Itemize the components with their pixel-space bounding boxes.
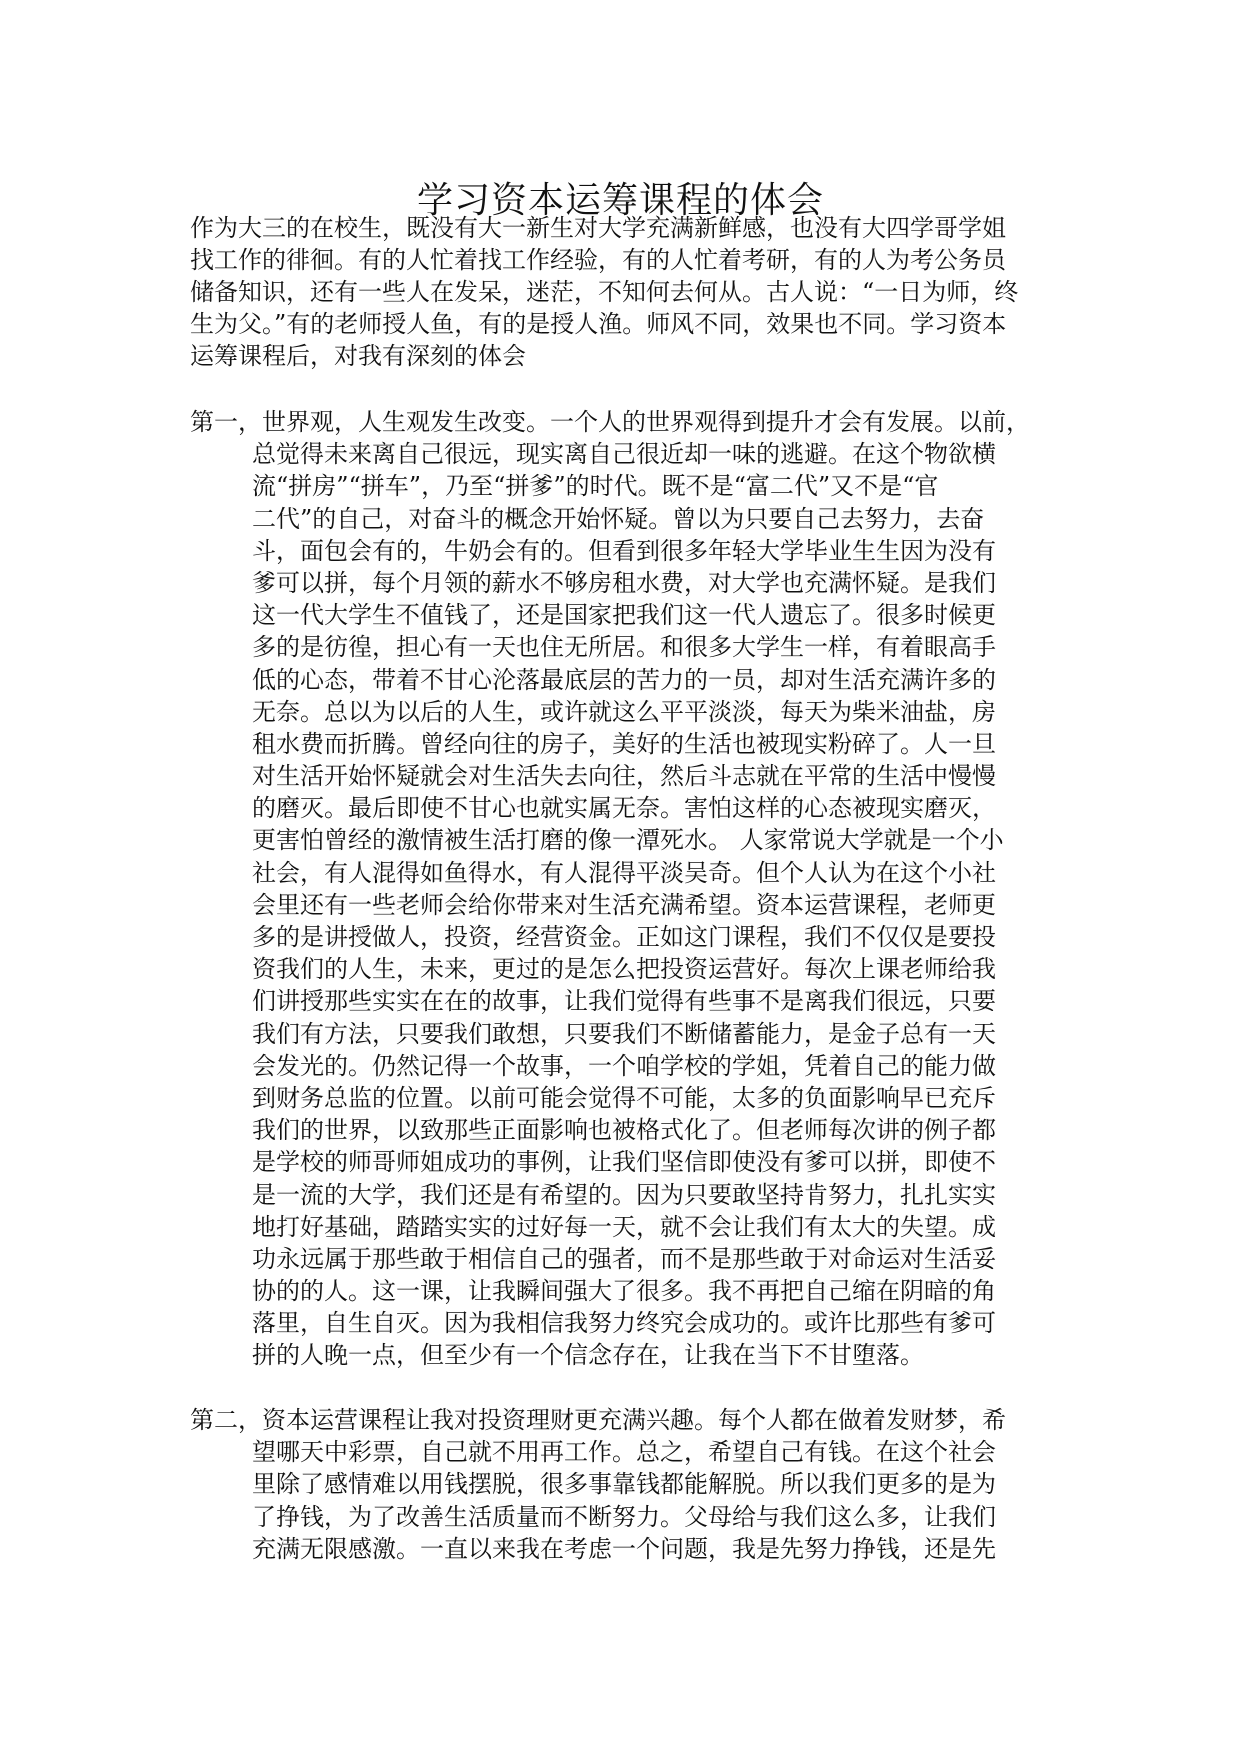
point-line: 总觉得未来离自己很远，现实离自己很近却一味的逃避。在这个物欲横 (252, 440, 996, 469)
point-line: 落里，自生自灭。因为我相信我努力终究会成功的。或许比那些有爹可 (252, 1309, 996, 1338)
point-line: 到财务总监的位置。以前可能会觉得不可能，太多的负面影响早已充斥 (252, 1083, 996, 1112)
point-one-label: 第一， (190, 408, 262, 436)
point-line: 斗，面包会有的，牛奶会有的。但看到很多年轻大学毕业生生因为没有 (252, 536, 996, 565)
point-line: 地打好基础，踏踏实实的过好每一天，就不会让我们有太大的失望。成 (252, 1212, 996, 1241)
point-line: 世界观，人生观发生改变。一个人的世界观得到提升才会有发展。以前， (262, 408, 1030, 436)
point-line: 多的是彷徨，担心有一天也住无所居。和很多大学生一样，有着眼高手 (252, 633, 996, 662)
point-line: 望哪天中彩票，自己就不用再工作。总之，希望自己有钱。在这个社会 (252, 1438, 996, 1467)
point-line: 更害怕曾经的激情被生活打磨的像一潭死水。 人家常说大学就是一个小 (252, 826, 1004, 855)
point-line: 是一流的大学，我们还是有希望的。因为只要敢坚持肯努力，扎扎实实 (252, 1180, 996, 1209)
point-line: 了挣钱，为了改善生活质量而不断努力。父母给与我们这么多，让我们 (252, 1502, 996, 1531)
point-line: 资我们的人生，未来，更过的是怎么把投资运营好。每次上课老师给我 (252, 955, 996, 984)
point-line: 协的的人。这一课，让我瞬间强大了很多。我不再把自己缩在阴暗的角 (252, 1277, 996, 1306)
intro-line: 储备知识，还有一些人在发呆，迷茫，不知何去何从。古人说：“一日为师，终 (190, 278, 1019, 306)
point-line: 二代”的自己，对奋斗的概念开始怀疑。曾以为只要自己去努力，去奋 (252, 504, 985, 533)
point-line: 多的是讲授做人，投资，经营资金。正如这门课程，我们不仅仅是要投 (252, 923, 996, 951)
point-line: 对生活开始怀疑就会对生活失去向往，然后斗志就在平常的生活中慢慢 (252, 762, 996, 791)
point-line: 里除了感情难以用钱摆脱，很多事靠钱都能解脱。所以我们更多的是为 (252, 1470, 996, 1499)
intro-line: 作为大三的在校生，既没有大一新生对大学充满新鲜感，也没有大四学哥学姐 (190, 214, 1006, 242)
point-line: 是学校的师哥师姐成功的事例，让我们坚信即使没有爹可以拼，即使不 (252, 1148, 996, 1177)
point-line: 会发光的。仍然记得一个故事，一个咱学校的学姐，凭着自己的能力做 (252, 1051, 996, 1080)
point-line: 我们的世界，以致那些正面影响也被格式化了。但老师每次讲的例子都 (252, 1116, 996, 1145)
point-line: 功永远属于那些敢于相信自己的强者，而不是那些敢于对命运对生活妥 (252, 1244, 996, 1273)
point-line: 爹可以拼，每个月领的薪水不够房租水费，对大学也充满怀疑。是我们 (252, 568, 996, 597)
point-line: 流“拼房”“拼车”，乃至“拼爹”的时代。既不是“富二代”又不是“官 (252, 472, 939, 501)
point-line: 无奈。总以为以后的人生，或许就这么平平淡淡，每天为柴米油盐，房 (252, 697, 996, 726)
intro-line: 生为父。”有的老师授人鱼，有的是授人渔。师风不同，效果也不同。学习资本 (190, 310, 1007, 338)
point-line: 拼的人晚一点，但至少有一个信念存在，让我在当下不甘堕落。 (252, 1341, 924, 1370)
point-line: 资本运营课程让我对投资理财更充满兴趣。每个人都在做着发财梦，希 (262, 1406, 1006, 1434)
point-line: 我们有方法，只要我们敢想，只要我们不断储蓄能力，是金子总有一天 (252, 1019, 996, 1048)
point-line: 这一代大学生不值钱了，还是国家把我们这一代人遗忘了。很多时候更 (252, 601, 996, 630)
point-line: 会里还有一些老师会给你带来对生活充满希望。资本运营课程，老师更 (252, 890, 996, 919)
point-line: 充满无限感激。一直以来我在考虑一个问题，我是先努力挣钱，还是先 (252, 1534, 996, 1563)
point-line: 低的心态，带着不甘心沦落最底层的苦力的一员，却对生活充满许多的 (252, 665, 996, 694)
intro-line: 运筹课程后，对我有深刻的体会 (190, 342, 526, 370)
intro-line: 找工作的徘徊。有的人忙着找工作经验，有的人忙着考研，有的人为考公务员 (190, 246, 1006, 274)
intro-paragraph (190, 212, 1058, 372)
point-one-body (252, 406, 1058, 1372)
document-title: 学习资本运筹课程的体会 (416, 180, 824, 222)
point-line: 租水费而折腾。曾经向往的房子，美好的生活也被现实粉碎了。人一旦 (252, 729, 996, 758)
point-line: 社会，有人混得如鱼得水，有人混得平淡吴奇。但个人认为在这个小社 (252, 858, 996, 887)
point-two-body (252, 1404, 1058, 1565)
point-line: 的磨灭。最后即使不甘心也就实属无奈。害怕这样的心态被现实磨灭， (252, 794, 996, 823)
point-two-label: 第二， (190, 1406, 262, 1434)
point-line: 们讲授那些实实在在的故事，让我们觉得有些事不是离我们很远，只要 (252, 987, 996, 1016)
